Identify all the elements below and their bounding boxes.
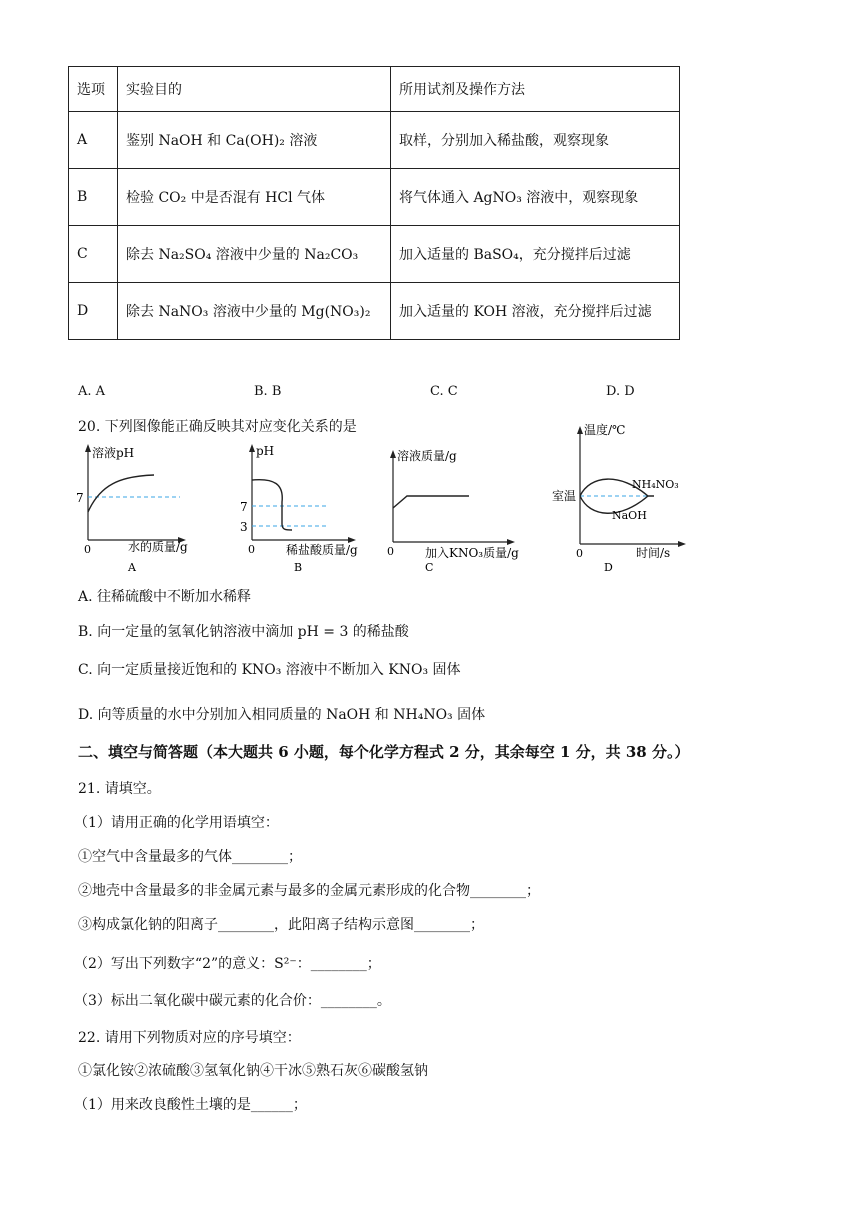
graph-d-ylabel: 温度/℃ — [584, 423, 626, 437]
row-option: C — [69, 226, 118, 283]
row-option: A — [69, 112, 118, 169]
row-method: 加入适量的 BaSO₄，充分搅拌后过滤 — [391, 226, 680, 283]
row-purpose: 检验 CO₂ 中是否混有 HCl 气体 — [118, 169, 391, 226]
q20-choice-c: C. 向一定质量接近饱和的 KNO₃ 溶液中不断加入 KNO₃ 固体 — [78, 662, 461, 678]
q20-choice-a: A. 往稀硫酸中不断加水稀释 — [78, 589, 252, 605]
graph-b-origin: 0 — [248, 543, 255, 556]
choice-d: D. D — [606, 384, 635, 399]
row-option: D — [69, 283, 118, 340]
graph-d-origin: 0 — [576, 547, 583, 560]
q20-choice-b: B. 向一定量的氢氧化钠溶液中滴加 pH = 3 的稀盐酸 — [78, 624, 409, 640]
header-option: 选项 — [69, 67, 118, 112]
graph-d-lower: NaOH — [612, 509, 647, 522]
graph-d — [550, 420, 690, 575]
graph-b-tick-lo: 3 — [240, 520, 248, 534]
graph-c-ylabel: 溶液质量/g — [397, 449, 457, 463]
table-row — [69, 226, 680, 283]
q22-stem: 22. 请用下列物质对应的序号填空： — [78, 1030, 301, 1046]
choice-a: A. A — [78, 384, 106, 399]
row-method: 将气体通入 AgNO₃ 溶液中，观察现象 — [391, 169, 680, 226]
row-method: 取样，分别加入稀盐酸，观察现象 — [391, 112, 680, 169]
row-purpose: 除去 NaNO₃ 溶液中少量的 Mg(NO₃)₂ — [118, 283, 391, 340]
graph-a — [70, 440, 210, 575]
q19-table — [68, 66, 680, 340]
q22-items: ①氯化铵②浓硫酸③氢氧化钠④干冰⑤熟石灰⑥碳酸氢钠 — [78, 1063, 428, 1079]
graph-b-xlabel: 稀盐酸质量/g — [286, 543, 358, 557]
table-row — [69, 169, 680, 226]
graph-a-label: A — [128, 561, 136, 574]
q20-stem: 20. 下列图像能正确反映其对应变化关系的是 — [78, 419, 357, 435]
q22-p1: （1）用来改良酸性土壤的是______； — [74, 1097, 307, 1113]
q21-p1c: ③构成氯化钠的阳离子________，此阳离子结构示意图________； — [78, 917, 484, 933]
row-purpose: 鉴别 NaOH 和 Ca(OH)₂ 溶液 — [118, 112, 391, 169]
q21-p1a: ①空气中含量最多的气体________； — [78, 849, 302, 865]
graph-a-ylabel: 溶液pH — [92, 446, 135, 460]
graph-b-label: B — [294, 561, 303, 574]
table-row — [69, 112, 680, 169]
choice-b: B. B — [254, 384, 282, 399]
graph-d-xlabel: 时间/s — [636, 546, 671, 560]
graph-a-xlabel: 水的质量/g — [128, 540, 188, 554]
row-purpose: 除去 Na₂SO₄ 溶液中少量的 Na₂CO₃ — [118, 226, 391, 283]
graph-b-tick-hi: 7 — [240, 500, 248, 514]
graph-d-label: D — [604, 561, 613, 574]
row-option: B — [69, 169, 118, 226]
row-method: 加入适量的 KOH 溶液，充分搅拌后过滤 — [391, 283, 680, 340]
graph-d-upper: NH₄NO₃ — [632, 478, 679, 491]
section2-title: 二、填空与简答题（本大题共 6 小题，每个化学方程式 2 分，其余每空 1 分，共 38 分。） — [78, 743, 690, 761]
graph-d-ref: 室温 — [552, 489, 577, 503]
graph-b — [234, 440, 374, 575]
q21-p1b: ②地壳中含量最多的非金属元素与最多的金属元素形成的化合物________； — [78, 883, 540, 899]
graph-c-origin: 0 — [387, 545, 394, 558]
choice-c: C. C — [430, 384, 458, 399]
header-method: 所用试剂及操作方法 — [391, 67, 680, 112]
q21-p2: （2）写出下列数字“2”的意义：S²⁻：________； — [74, 956, 381, 972]
header-purpose: 实验目的 — [118, 67, 391, 112]
graph-b-ylabel: pH — [256, 444, 275, 458]
graph-a-origin: 0 — [84, 543, 91, 556]
q21-p3: （3）标出二氧化碳中碳元素的化合价：________。 — [74, 993, 391, 1009]
graph-c — [375, 446, 525, 576]
q21-stem: 21. 请填空。 — [78, 781, 161, 797]
table-row — [69, 283, 680, 340]
q20-choice-d: D. 向等质量的水中分别加入相同质量的 NaOH 和 NH₄NO₃ 固体 — [78, 707, 486, 723]
graph-c-label: C — [425, 561, 434, 574]
q21-p1: （1）请用正确的化学用语填空： — [74, 815, 279, 831]
table-header-row — [69, 67, 680, 112]
graph-c-xlabel: 加入KNO₃质量/g — [425, 546, 519, 560]
graph-a-tick: 7 — [76, 491, 84, 505]
